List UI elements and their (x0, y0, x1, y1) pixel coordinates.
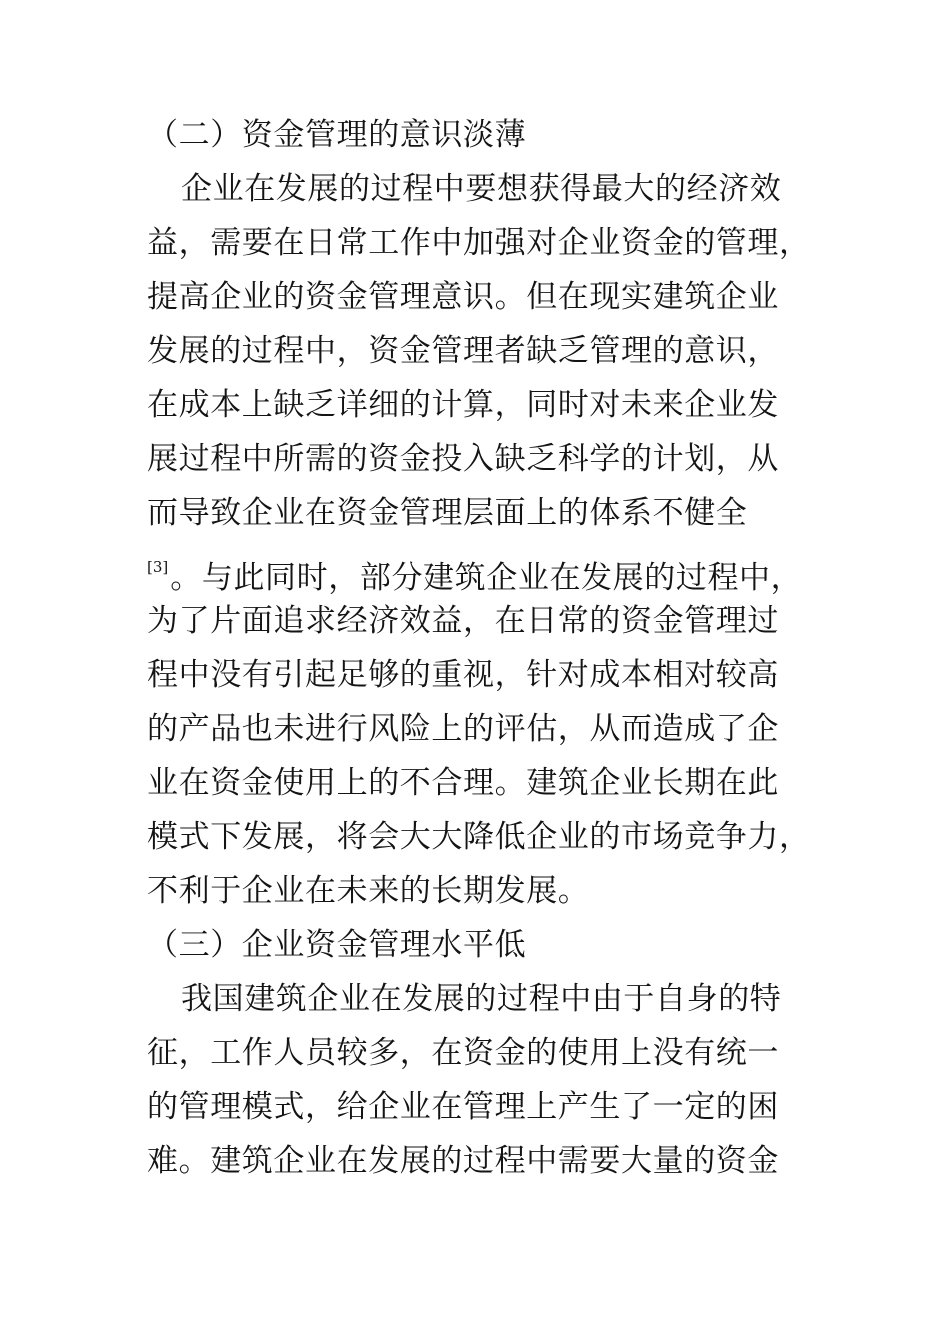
paragraph-line: 业在资金使用上的不合理。建筑企业长期在此 (147, 765, 779, 801)
paragraph-line: 模式下发展，将会大大降低企业的市场竞争力， (147, 819, 811, 855)
citation-marker: [3] (147, 558, 169, 576)
paragraph-line: 我国建筑企业在发展的过程中由于自身的特 (181, 981, 782, 1017)
paragraph-line: 程中没有引起足够的重视，针对成本相对较高 (147, 657, 779, 693)
paragraph-line: 展过程中所需的资金投入缺乏科学的计划，从 (147, 441, 779, 477)
paragraph-line: 在成本上缺乏详细的计算，同时对未来企业发 (147, 387, 779, 423)
paragraph-line: 征，工作人员较多，在资金的使用上没有统一 (147, 1035, 779, 1071)
paragraph-line: 提高企业的资金管理意识。但在现实建筑企业 (147, 279, 779, 315)
paragraph-line: 的产品也未进行风险上的评估，从而造成了企 (147, 711, 779, 747)
paragraph-line: 企业在发展的过程中要想获得最大的经济效 (181, 171, 782, 207)
section-heading: （二）资金管理的意识淡薄 (147, 117, 527, 153)
paragraph-line-text: 。与此同时，部分建筑企业在发展的过程中， (170, 560, 803, 596)
section-heading: （三）企业资金管理水平低 (147, 927, 527, 963)
paragraph-line: 益，需要在日常工作中加强对企业资金的管理， (147, 225, 811, 261)
paragraph-line-with-citation (147, 547, 802, 598)
paragraph-line: 为了片面追求经济效益，在日常的资金管理过 (147, 603, 779, 639)
paragraph-line: 的管理模式，给企业在管理上产生了一定的困 (147, 1089, 779, 1125)
paragraph-line: 难。建筑企业在发展的过程中需要大量的资金 (147, 1143, 779, 1179)
paragraph-line: 发展的过程中，资金管理者缺乏管理的意识， (147, 333, 779, 369)
paragraph-line: 不利于企业在未来的长期发展。 (147, 873, 590, 909)
paragraph-line: 而导致企业在资金管理层面上的体系不健全 (147, 495, 748, 531)
